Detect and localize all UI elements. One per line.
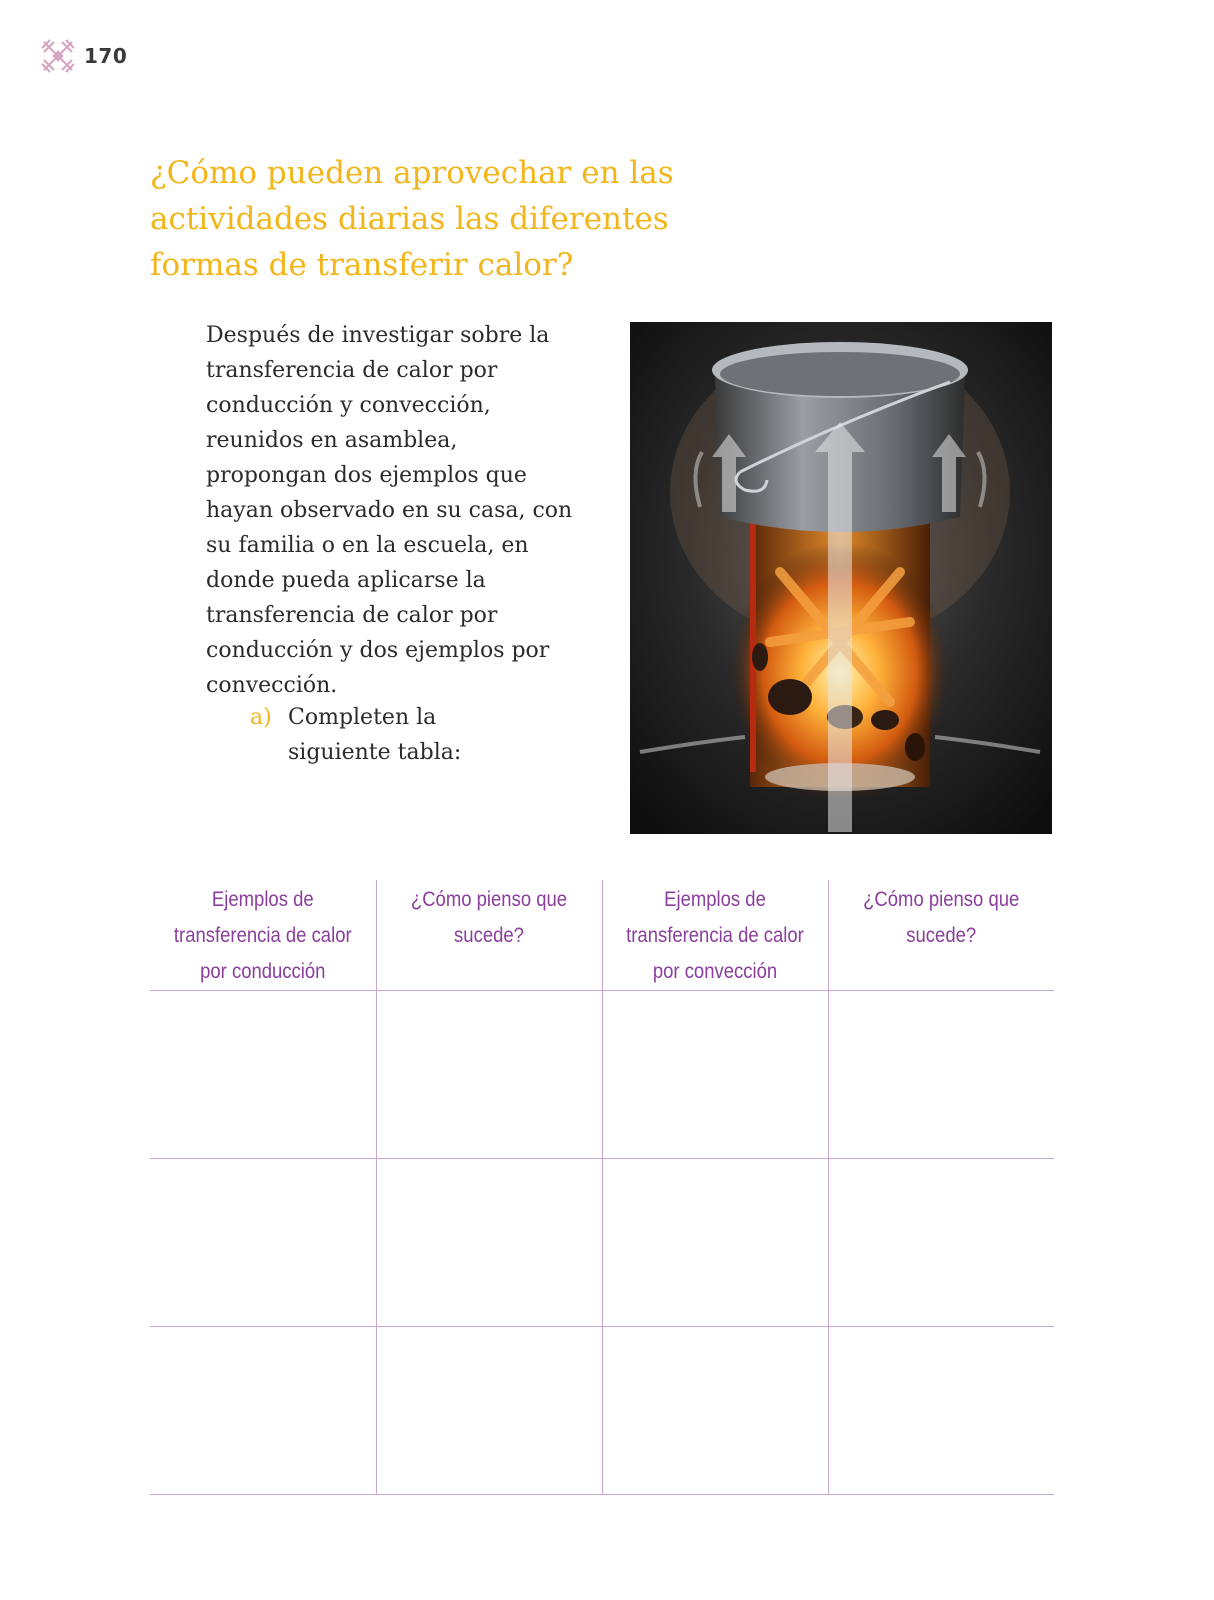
table-cell[interactable] <box>828 1159 1054 1327</box>
table-cell[interactable] <box>150 1327 376 1495</box>
table-row <box>150 991 1054 1159</box>
stove-illustration <box>630 322 1052 834</box>
header-how-it-happens-convection: ¿Cómo pienso que sucede? <box>842 880 1041 991</box>
table-cell[interactable] <box>828 1327 1054 1495</box>
table-cell[interactable] <box>150 991 376 1159</box>
header-convection-examples: Ejemplos de transferencia de calor por convección <box>616 880 815 991</box>
header-how-it-happens-conduction: ¿Cómo pienso que sucede? <box>390 880 589 991</box>
activity-item-a <box>250 700 550 770</box>
table-cell[interactable] <box>376 1159 602 1327</box>
table-cell[interactable] <box>602 1159 828 1327</box>
instructions-paragraph: Después de investigar sobre la transferencia de calor por conducción y convección, reunidos en asamblea, propongan dos ejemplos que hayan observado en su casa, con su familia o en la escuela, en donde pueda aplicarse la transferencia de calor por conducción y dos ejemplos por convección. <box>206 323 573 698</box>
activity-letter: a) <box>250 705 272 730</box>
table-cell[interactable] <box>150 1159 376 1327</box>
table-header-row <box>150 880 1054 991</box>
table-cell[interactable] <box>602 991 828 1159</box>
table-cell[interactable] <box>828 991 1054 1159</box>
activity-text: Completen la siguiente tabla: <box>288 705 462 765</box>
flower-ornament-icon <box>40 38 76 74</box>
table-row <box>150 1327 1054 1495</box>
table-cell[interactable] <box>376 1327 602 1495</box>
table-row <box>150 1159 1054 1327</box>
page-number: 170 <box>84 44 128 68</box>
table-cell[interactable] <box>602 1327 828 1495</box>
examples-table <box>150 880 1054 1495</box>
section-question-heading: ¿Cómo pueden aprovechar en las actividades diarias las diferentes formas de transferir calor? <box>150 155 674 283</box>
table-cell[interactable] <box>376 991 602 1159</box>
page-marker <box>40 38 127 74</box>
header-conduction-examples: Ejemplos de transferencia de calor por conducción <box>164 880 363 991</box>
